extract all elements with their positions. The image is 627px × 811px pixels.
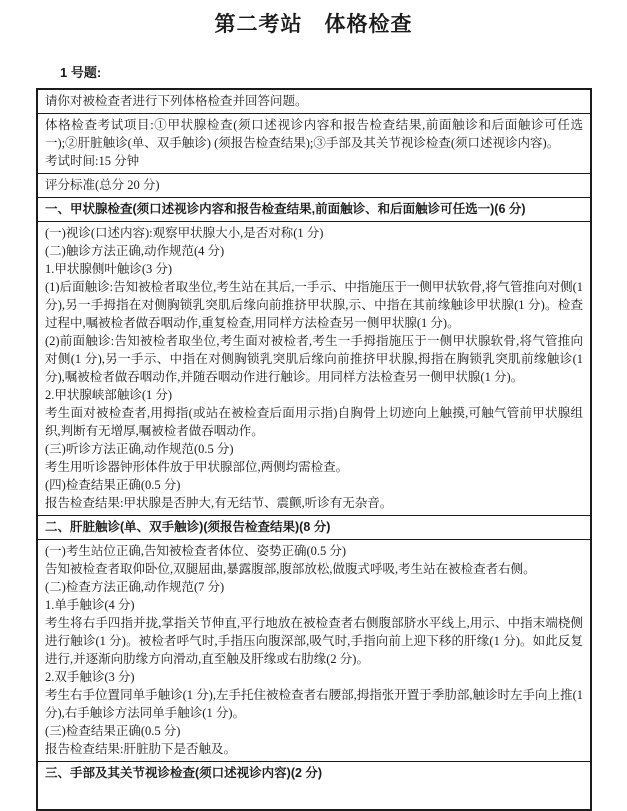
table-paragraph: (三)检查结果正确(0.5 分) (45, 724, 181, 738)
instruction-row (38, 90, 590, 113)
table-paragraph: (四)检查结果正确(0.5 分) (45, 478, 181, 492)
table-paragraph: 二、肝脏触诊(单、双手触诊)(须报告检查结果)(8 分) (45, 520, 331, 534)
table-paragraph: (三)听诊方法正确,动作规范(0.5 分) (45, 442, 234, 456)
table-paragraph: 考试时间:15 分钟 (45, 154, 140, 168)
exam-score-table (36, 88, 592, 811)
question-number-label: 1 号题: (60, 65, 102, 80)
table-paragraph: 2.甲状腺峡部触诊(1 分) (45, 388, 173, 402)
table-paragraph: 请你对被检查者进行下列体格检查并回答问题。 (45, 94, 308, 108)
table-paragraph: 评分标准(总分 20 分) (45, 178, 160, 192)
table-paragraph: 一、甲状腺检查(须口述视诊内容和报告检查结果,前面触诊、和后面触诊可任选一)(6 分) (45, 202, 526, 216)
table-paragraph: 2.双手触诊(3 分) (45, 670, 135, 684)
table-paragraph: 考生右手位置同单手触诊(1 分),左手托住被检查者右腰部,拇指张开置于季肋部,触诊时左手向上推(1 分),右手触诊方法同单手触诊(1 分)。 (45, 688, 583, 720)
page-title: 第二考站 体格检查 (214, 13, 413, 36)
section1-header-row (38, 197, 590, 221)
section3-header-row (38, 761, 590, 809)
table-paragraph: 考生用听诊器钟形体件放于甲状腺部位,两侧均需检查。 (45, 460, 349, 474)
table-paragraph: 报告检查结果:肝脏肋下是否触及。 (45, 742, 236, 756)
table-paragraph: 三、手部及其关节视诊检查(须口述视诊内容)(2 分) (45, 766, 323, 780)
section2-header-row (38, 515, 590, 539)
table-paragraph: 1.甲状腺侧叶触诊(3 分) (45, 262, 173, 276)
table-paragraph: 报告检查结果:甲状腺是否肿大,有无结节、震颤,听诊有无杂音。 (45, 496, 393, 510)
table-paragraph: (一)考生站位正确,告知被检查者体位、姿势正确(0.5 分) (45, 544, 347, 558)
document-page (0, 8, 627, 811)
section2-detail-row (38, 539, 590, 761)
table-paragraph: 体格检查考试项目:①甲状腺检查(须口述视诊内容和报告检查结果,前面触诊和后面触诊可任选一);②肝脏触诊(单、双手触诊) (须报告检查结果);③手部及其关节视诊检查(须口述视诊内容)。 (45, 118, 583, 150)
table-paragraph: (二)检查方法正确,动作规范(7 分) (45, 580, 225, 594)
exam-items-row (38, 113, 590, 173)
table-paragraph: (1)后面触诊:告知被检者取坐位,考生站在其后,一手示、中指施压于一侧甲状软骨,将气管推向对侧(1 分),另一手拇指在对侧胸锁乳突肌后缘向前推挤甲状腺,示、中指在其前缘触诊甲状腺(1 分)。检查过程中,嘱被检者做吞咽动作,重复检查,用同样方法检查另一侧甲状腺(1 分)。 (45, 280, 583, 330)
table-paragraph: (一)视诊(口述内容):观察甲状腺大小,是否对称(1 分) (45, 226, 324, 240)
section1-detail-row (38, 221, 590, 515)
table-paragraph: (2)前面触诊:告知被检者取坐位,考生面对被检者,考生一手拇指施压于一侧甲状腺软骨,将气管推向对侧(1 分),另一手示、中指在对侧胸锁乳突肌后缘向前推挤甲状腺,拇指在胸锁乳突肌前缘触诊(1 分),嘱被检者做吞咽动作,并随吞咽动作进行触诊。用同样方法检查另一侧甲状腺(1 分)。 (45, 334, 583, 384)
table-paragraph: 考生将右手四指并拢,掌指关节伸直,平行地放在被检查者右侧腹部脐水平线上,用示、中指末端桡侧进行触诊(1 分)。被检者呼气时,手指压向腹深部,吸气时,手指向前上迎下移的肝缘(1 分)。如此反复进行,并逐渐向肋缘方向滑动,直至触及肝缘或右肋缘(2 分)。 (45, 616, 583, 666)
scoring-standard-row (38, 173, 590, 197)
table-paragraph: 考生面对被检查者,用拇指(或站在被检查后面用示指)自胸骨上切迹向上触摸,可触气管前甲状腺组织,判断有无增厚,嘱被检者做吞咽动作。 (45, 406, 583, 438)
table-paragraph: 告知被检查者取仰卧位,双腿屈曲,暴露腹部,腹部放松,做腹式呼吸,考生站在被检查者右侧。 (45, 562, 536, 576)
table-paragraph: 1.单手触诊(4 分) (45, 598, 135, 612)
table-paragraph: (二)触诊方法正确,动作规范(4 分) (45, 244, 225, 258)
